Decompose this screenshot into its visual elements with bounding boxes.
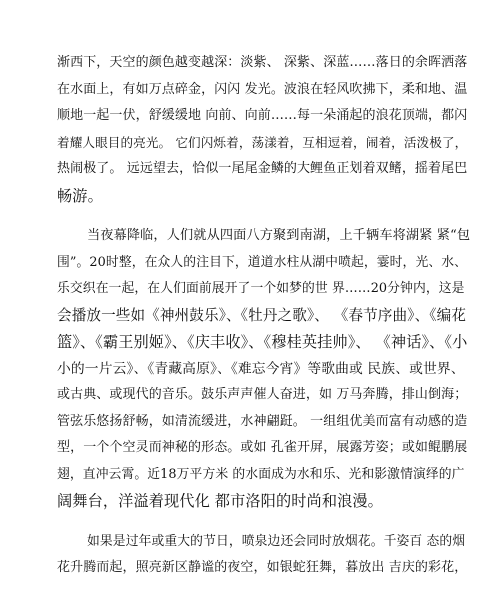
text-line: 管弦乐悠扬舒畅，如清流缓进，水神翩跹。 一组组优美而富有动感的造 [57,413,468,429]
text-line: 在水面上，有如万点碎金，闪闪 发光。波浪在轻风吹拂下，柔和地、温 [57,81,468,97]
text-line: 小的一片云》、《青藏高原》、《难忘今宵》等歌曲或 民族、或世界、 [57,360,465,377]
text-line: 翅，直冲云霄。近18万平方米 的水面成为水和乐、光和影激情演绎的广 [57,466,465,482]
text-line: 如果是过年或重大的节日，喷泉边还会同时放烟花。千姿百 态的烟 [87,533,466,549]
text-line: 或古典、或现代的音乐。鼓乐声声催人奋进，如 万马奔腾，排山倒海； [57,387,468,403]
text-line: 花升腾而起，照亮新区静谧的夜空，如银蛇狂舞，暮放出 吉庆的彩花， [57,560,468,576]
text-line: 篮》、《霸王别姬》、《庆丰收》、《穆桂英挂帅》、 《神话》、《小 [57,333,468,352]
text-line: 阔舞台，洋溢着现代化 都市洛阳的时尚和浪漫。 [57,492,383,511]
text-line: 会播放一些如《神州鼓乐》、《牡丹之歌》、 《春节序曲》、《编花 [57,306,467,324]
text-line: 当夜幕降临，人们就从四面八方聚到南湖，上千辆车将湖紧 紧“包 [87,228,471,244]
text-line: 顺地一起一伏，舒缓缓地 向前、向前……每一朵涌起的浪花顶端，都闪 [57,108,468,124]
text-line: 着耀人眼目的亮光。 它们闪烁着，荡漾着，互相逗着，闹着，活泼极了， [57,134,468,150]
text-line: 围”。20时整，在众人的注目下，道道水柱从湖中喷起，霎时，光、水、 [57,254,468,270]
text-line: 渐西下，天空的颜色越变越深：淡紫、 深紫、深蓝……落日的余晖洒落 [57,55,468,70]
text-line: 型，一个个空灵而神秘的形态。或如 孔雀开屏，展露芳姿；或如鲲鹏展 [57,440,468,456]
text-line: 乐交织在一起，在人们面前展开了一个如梦的世 界……20分钟内，这是 [57,281,465,297]
text-line: 畅游。 [57,186,103,205]
text-line: 热闹极了。 远远望去，恰似一尾尾金鳞的大鲤鱼正划着双鳍，摇着尾巴 [57,161,468,177]
